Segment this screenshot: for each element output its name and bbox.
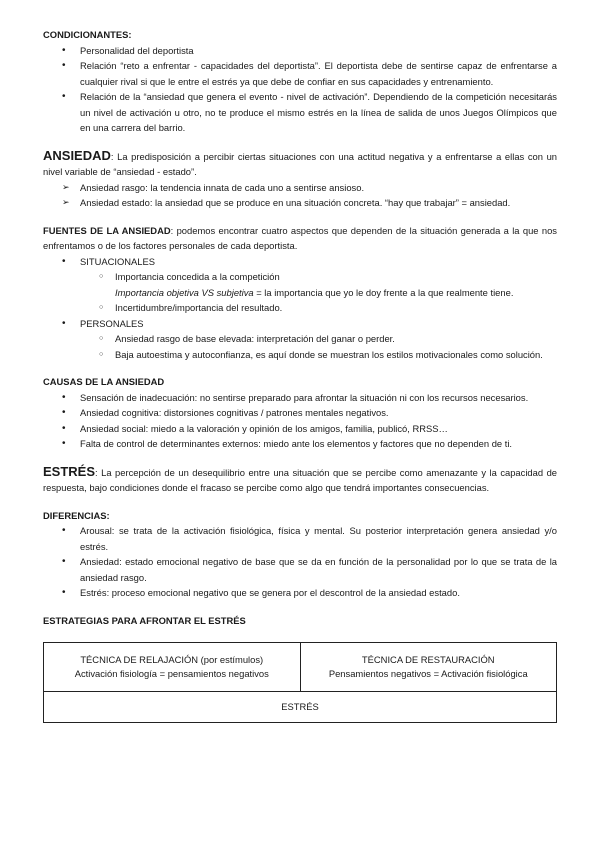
fuentes-list xyxy=(43,254,557,270)
fuentes-section xyxy=(43,223,557,363)
continuation-text: = la importancia que yo le doy frente a la que realmente tiene. xyxy=(253,286,514,298)
diferencias-section xyxy=(43,508,557,601)
list-item: • Relación “reto a enfrentar - capacidades del deportista”. El deportista debe de sentirse capaz de enfrentarse a cualquier rival si que le entre el estrés ya que debe de confiar en sus capacidades y entrenamiento. xyxy=(43,58,557,89)
ansiedad-section xyxy=(43,148,557,211)
estres-text: : La percepción de un desequilibrio entre una situación que se percibe como amenazante y la capacidad de respuesta, bajo condiciones donde el fracaso se percibe como algo que tendrá importantes consecuencias. xyxy=(43,466,557,493)
estrategias-table xyxy=(43,642,557,723)
document-page xyxy=(43,27,557,723)
list-item: • Relación de la “ansiedad que genera el evento - nivel de activación”. Dependiendo de la competición necesitarás un nivel de activación u otro, no te produce el mismo estrés en la línea de salida de unos Juegos Olímpicos que en una carrera del barrio. xyxy=(43,89,557,136)
estrategias-heading: ESTRATEGIAS PARA AFRONTAR EL ESTRÉS xyxy=(43,614,246,626)
diferencias-list xyxy=(43,523,557,601)
list-item: ○ Ansiedad rasgo de base elevada: interpretación del ganar o perder. xyxy=(43,331,557,347)
condicionantes-list xyxy=(43,43,557,136)
causas-list xyxy=(43,390,557,452)
list-item-situacionales xyxy=(43,254,557,270)
list-item: ➢ Ansiedad rasgo: la tendencia innata de cada uno a sentirse ansioso. xyxy=(43,180,557,196)
causas-heading: CAUSAS DE LA ANSIEDAD xyxy=(43,376,165,387)
list-item: ➢ Ansiedad estado: la ansiedad que se produce en una situación concreta. “hay que trabajar” = ansiedad. xyxy=(43,195,557,211)
relajacion-title: TÉCNICA DE RELAJACIÓN (por estímulos) xyxy=(80,654,264,665)
fuentes-definition xyxy=(43,223,557,254)
list-item: • Ansiedad: estado emocional negativo de base que se da en función de la personalidad por lo que se trata de la ansiedad rasgo. xyxy=(43,554,557,585)
ansiedad-heading: ANSIEDAD xyxy=(43,147,111,163)
estrategias-section xyxy=(43,613,557,724)
italic-term: Importancia objetiva VS subjetiva xyxy=(115,286,254,298)
diferencias-heading: DIFERENCIAS: xyxy=(43,509,110,521)
estres-definition xyxy=(43,464,557,496)
ansiedad-definition xyxy=(43,148,557,180)
list-item: • Ansiedad cognitiva: distorsiones cognitivas / patrones mentales negativos. xyxy=(43,405,557,421)
list-item: • Estrés: proceso emocional negativo que se genera por el descontrol de la ansiedad estado. xyxy=(43,585,557,601)
list-item: ○ Importancia concedida a la competición xyxy=(43,269,557,285)
list-item-continuation xyxy=(43,285,557,301)
ansiedad-text: : La predisposición a percibir ciertas situaciones con una actitud negativa y a enfrentarse a ellas con un nivel variable de “ansiedad - estado”. xyxy=(43,150,557,177)
fuentes-text: : podemos encontrar cuatro aspectos que dependen de la situación generada a la que nos enfrentamos o de los factores personales de cada deportista. xyxy=(43,224,557,251)
ansiedad-list xyxy=(43,180,557,211)
restauracion-subtitle: Pensamientos negativos = Activación fisiológica xyxy=(328,668,528,679)
estres-section xyxy=(43,464,557,496)
restauracion-title: TÉCNICA DE RESTAURACIÓN xyxy=(361,654,495,665)
situacionales-label: SITUACIONALES xyxy=(80,255,156,267)
fuentes-heading: FUENTES DE LA ANSIEDAD xyxy=(43,224,171,236)
list-item: • Arousal: se trata de la activación fisiológica, física y mental. Su posterior interpretación genera ansiedad y/o estrés. xyxy=(43,523,557,554)
restauracion-cell xyxy=(300,643,557,692)
list-item: ○ Incertidumbre/importancia del resultado. xyxy=(43,300,557,316)
list-item-personales xyxy=(43,316,557,332)
list-item: • Personalidad del deportista xyxy=(43,43,557,59)
personales-sublist xyxy=(43,331,557,362)
situacionales-sublist xyxy=(43,269,557,316)
causas-section xyxy=(43,374,557,452)
fuentes-list-2 xyxy=(43,316,557,332)
personales-label: PERSONALES xyxy=(80,317,144,329)
relajacion-cell xyxy=(44,643,301,692)
estres-heading: ESTRÉS xyxy=(43,463,96,479)
condicionantes-heading: CONDICIONANTES: xyxy=(43,29,132,40)
estres-cell: ESTRÉS xyxy=(44,692,557,723)
relajacion-subtitle: Activación fisiología = pensamientos negativos xyxy=(74,668,269,679)
condicionantes-section xyxy=(43,27,557,136)
list-item: • Falta de control de determinantes externos: miedo ante los elementos y factores que no dependen de ti. xyxy=(43,436,557,452)
list-item: • Ansiedad social: miedo a la valoración y opinión de los amigos, familia, publicó, RRSS… xyxy=(43,421,557,437)
list-item: ○ Baja autoestima y autoconfianza, es aquí donde se muestran los estilos motivacionales como solución. xyxy=(43,347,557,363)
list-item: • Sensación de inadecuación: no sentirse preparado para afrontar la situación ni con los recursos necesarios. xyxy=(43,390,557,406)
